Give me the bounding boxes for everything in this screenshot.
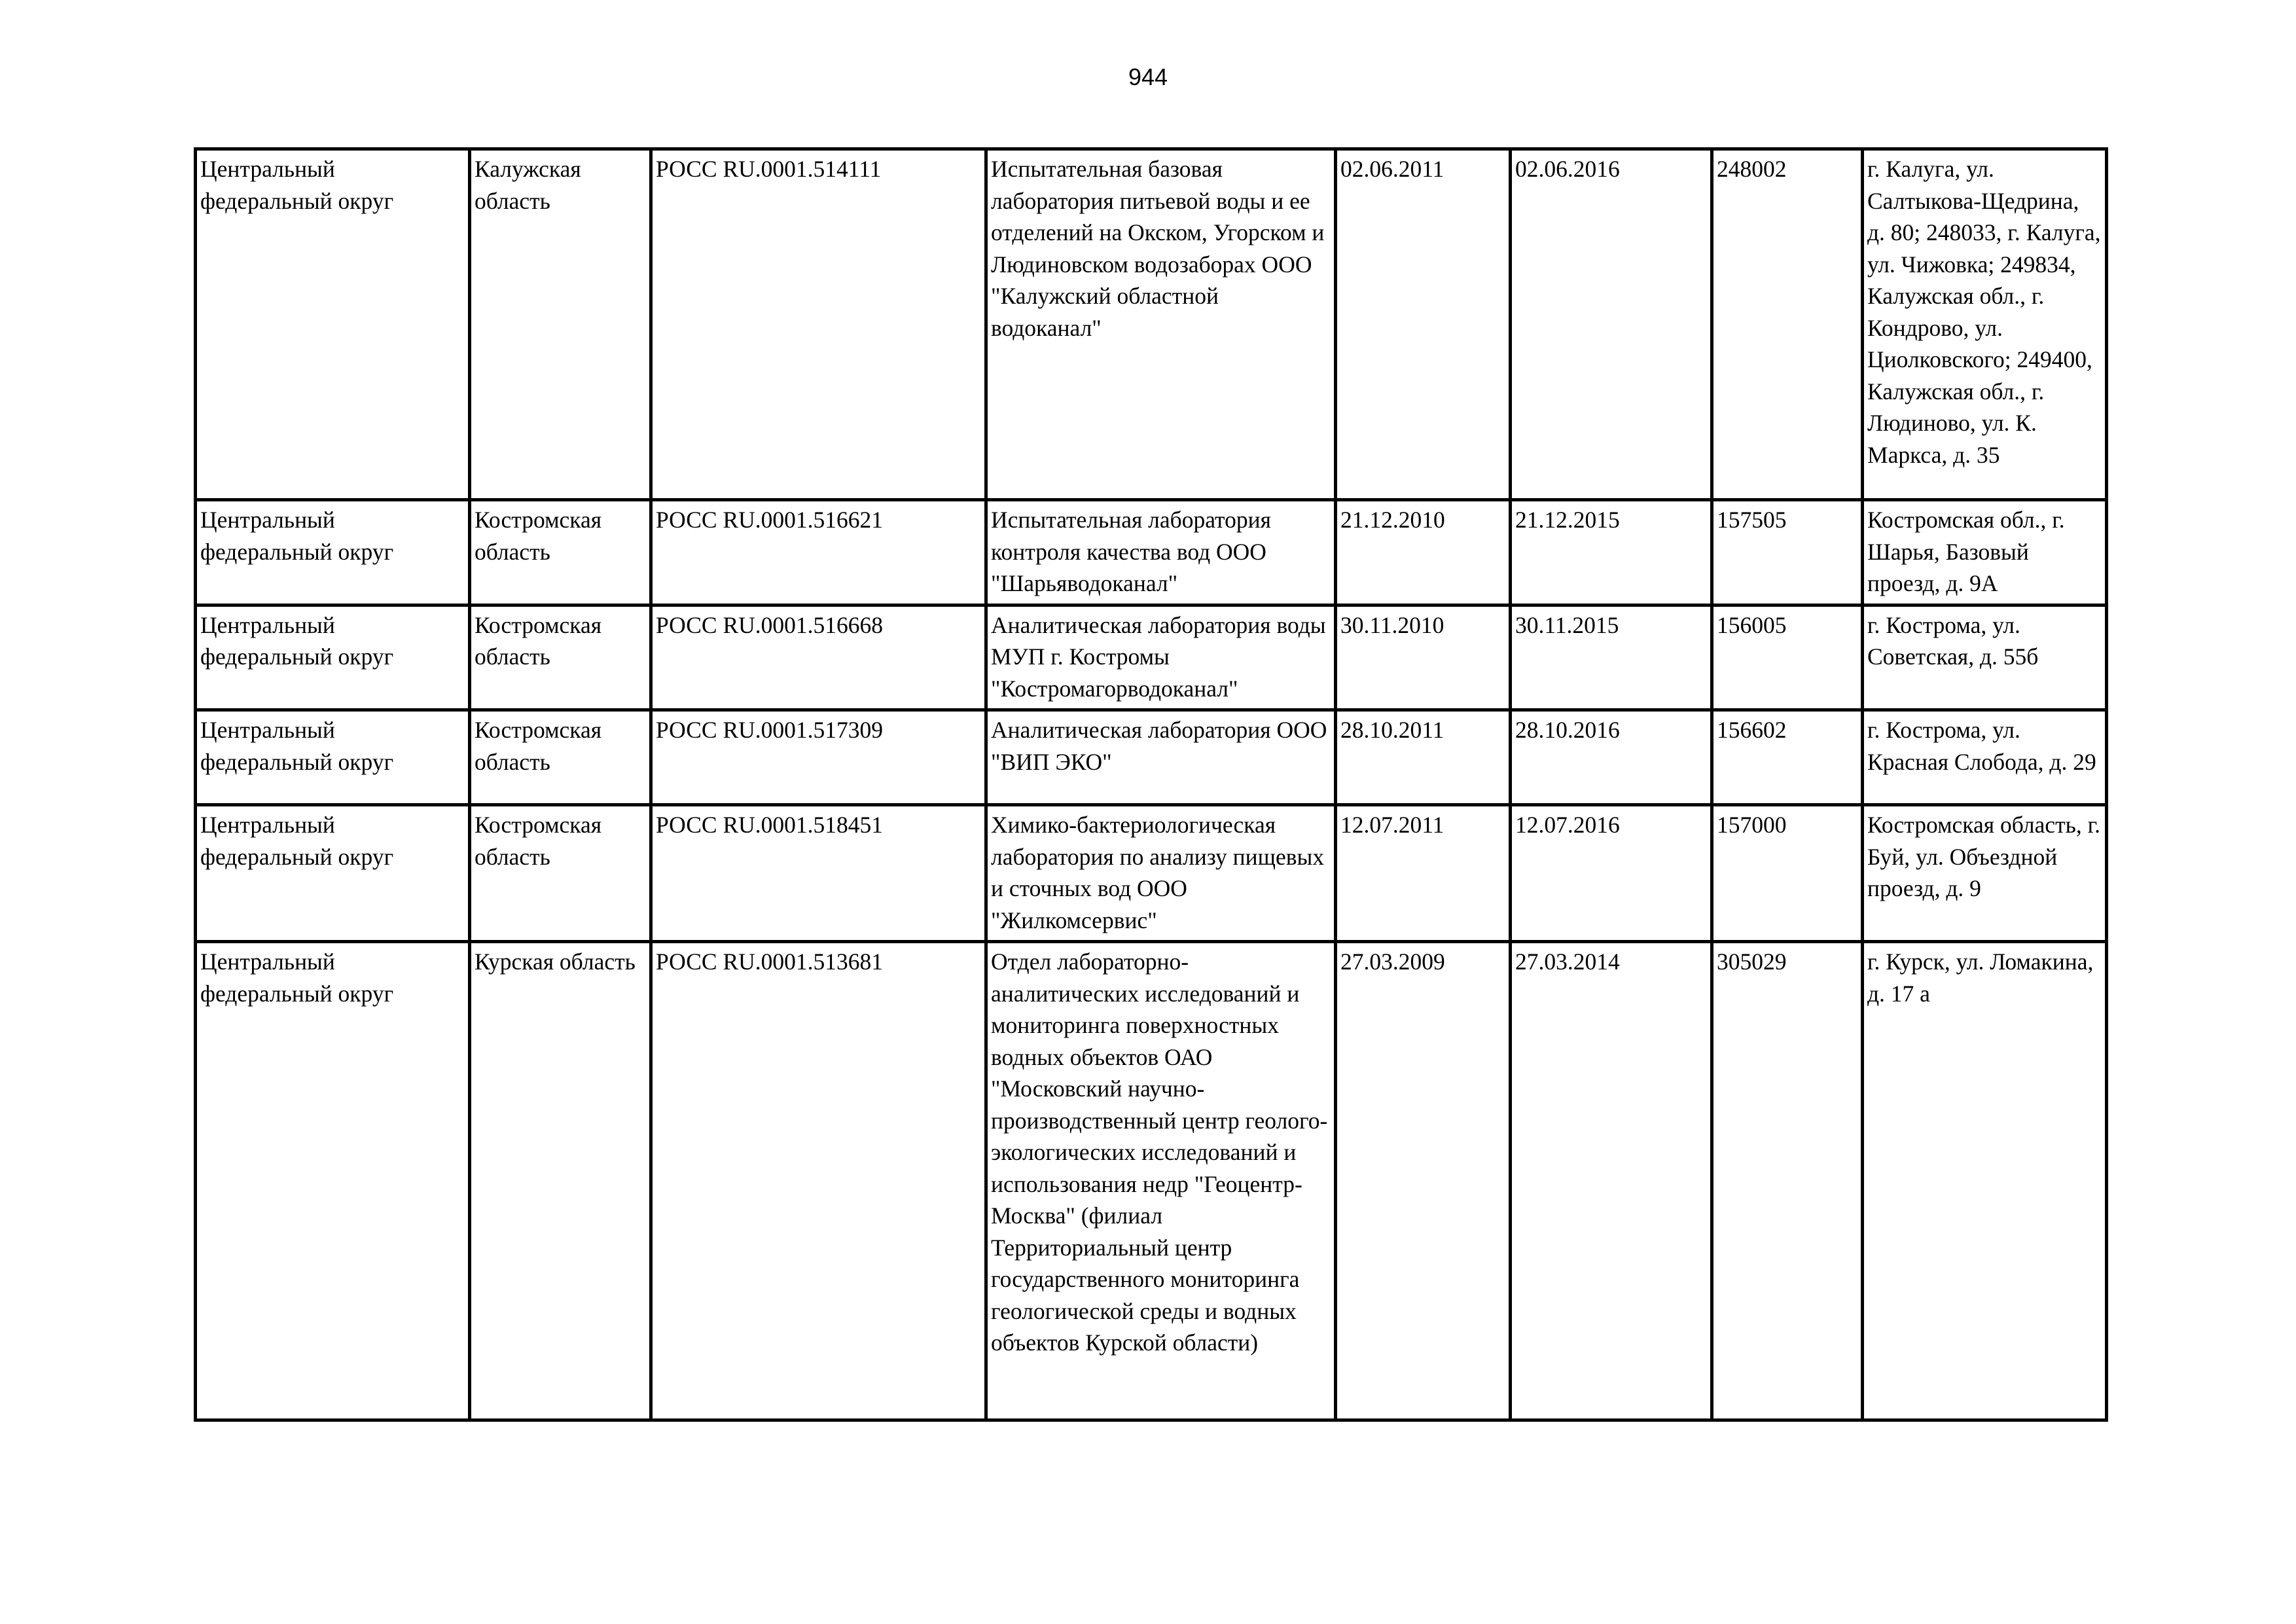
page-number: 944 <box>1128 63 1168 90</box>
registry-table <box>194 147 2108 1422</box>
issue-date-cell: 12.07.2011 <box>1336 805 1511 942</box>
postcode-cell: 156005 <box>1712 605 1863 710</box>
address-cell: г. Калуга, ул. Салтыкова-Щедрина, д. 80; 248033, г. Калуга, ул. Чижовка; 249834, Калужская обл., г. Кондрово, ул. Циолковского; 249400, Калужская обл., г. Людиново, ул. К. Маркса, д. 35 <box>1863 149 2107 500</box>
certificate-number-cell: РОСС RU.0001.516621 <box>651 500 986 605</box>
certificate-number-cell: РОСС RU.0001.517309 <box>651 710 986 805</box>
region-cell: Костромская область <box>470 710 651 805</box>
address-cell: г. Кострома, ул. Красная Слобода, д. 29 <box>1863 710 2107 805</box>
laboratory-name-cell: Аналитическая лаборатория воды МУП г. Костромы "Костромагорводоканал" <box>986 605 1336 710</box>
district-cell: Центральный федеральный округ <box>196 710 470 805</box>
address-cell: Костромская обл., г. Шарья, Базовый проезд, д. 9А <box>1863 500 2107 605</box>
postcode-cell: 248002 <box>1712 149 1863 500</box>
table-row <box>196 805 2107 942</box>
expiry-date-cell: 30.11.2015 <box>1511 605 1712 710</box>
issue-date-cell: 21.12.2010 <box>1336 500 1511 605</box>
postcode-cell: 157505 <box>1712 500 1863 605</box>
certificate-number-cell: РОСС RU.0001.516668 <box>651 605 986 710</box>
region-cell: Калужская область <box>470 149 651 500</box>
address-cell: Костромская область, г. Буй, ул. Объездной проезд, д. 9 <box>1863 805 2107 942</box>
certificate-number-cell: РОСС RU.0001.514111 <box>651 149 986 500</box>
laboratory-name-cell: Отдел лабораторно-аналитических исследований и мониторинга поверхностных водных объектов ОАО "Московский научно-производственный центр геолого-экологических исследований и использования недр "Геоцентр-Москва" (филиал Территориальный центр государственного мониторинга геологической среды и водных объектов Курской области) <box>986 942 1336 1420</box>
laboratory-name-cell: Испытательная лаборатория контроля качества вод ООО "Шарьяводоканал" <box>986 500 1336 605</box>
district-cell: Центральный федеральный округ <box>196 149 470 500</box>
postcode-cell: 157000 <box>1712 805 1863 942</box>
laboratory-name-cell: Испытательная базовая лаборатория питьевой воды и ее отделений на Окском, Угорском и Людиновском водозаборах ООО "Калужский областной водоканал" <box>986 149 1336 500</box>
issue-date-cell: 30.11.2010 <box>1336 605 1511 710</box>
table-row <box>196 942 2107 1420</box>
district-cell: Центральный федеральный округ <box>196 942 470 1420</box>
district-cell: Центральный федеральный округ <box>196 605 470 710</box>
table-row <box>196 710 2107 805</box>
postcode-cell: 305029 <box>1712 942 1863 1420</box>
region-cell: Костромская область <box>470 605 651 710</box>
region-cell: Курская область <box>470 942 651 1420</box>
table-row <box>196 500 2107 605</box>
issue-date-cell: 27.03.2009 <box>1336 942 1511 1420</box>
postcode-cell: 156602 <box>1712 710 1863 805</box>
expiry-date-cell: 12.07.2016 <box>1511 805 1712 942</box>
table-row <box>196 149 2107 500</box>
district-cell: Центральный федеральный округ <box>196 805 470 942</box>
certificate-number-cell: РОСС RU.0001.513681 <box>651 942 986 1420</box>
table-row <box>196 605 2107 710</box>
issue-date-cell: 02.06.2011 <box>1336 149 1511 500</box>
expiry-date-cell: 21.12.2015 <box>1511 500 1712 605</box>
certificate-number-cell: РОСС RU.0001.518451 <box>651 805 986 942</box>
address-cell: г. Курск, ул. Ломакина, д. 17 а <box>1863 942 2107 1420</box>
address-cell: г. Кострома, ул. Советская, д. 55б <box>1863 605 2107 710</box>
expiry-date-cell: 02.06.2016 <box>1511 149 1712 500</box>
issue-date-cell: 28.10.2011 <box>1336 710 1511 805</box>
region-cell: Костромская область <box>470 805 651 942</box>
expiry-date-cell: 28.10.2016 <box>1511 710 1712 805</box>
district-cell: Центральный федеральный округ <box>196 500 470 605</box>
laboratory-name-cell: Аналитическая лаборатория ООО "ВИП ЭКО" <box>986 710 1336 805</box>
expiry-date-cell: 27.03.2014 <box>1511 942 1712 1420</box>
laboratory-name-cell: Химико-бактериологическая лаборатория по анализу пищевых и сточных вод ООО "Жилкомсервис" <box>986 805 1336 942</box>
region-cell: Костромская область <box>470 500 651 605</box>
